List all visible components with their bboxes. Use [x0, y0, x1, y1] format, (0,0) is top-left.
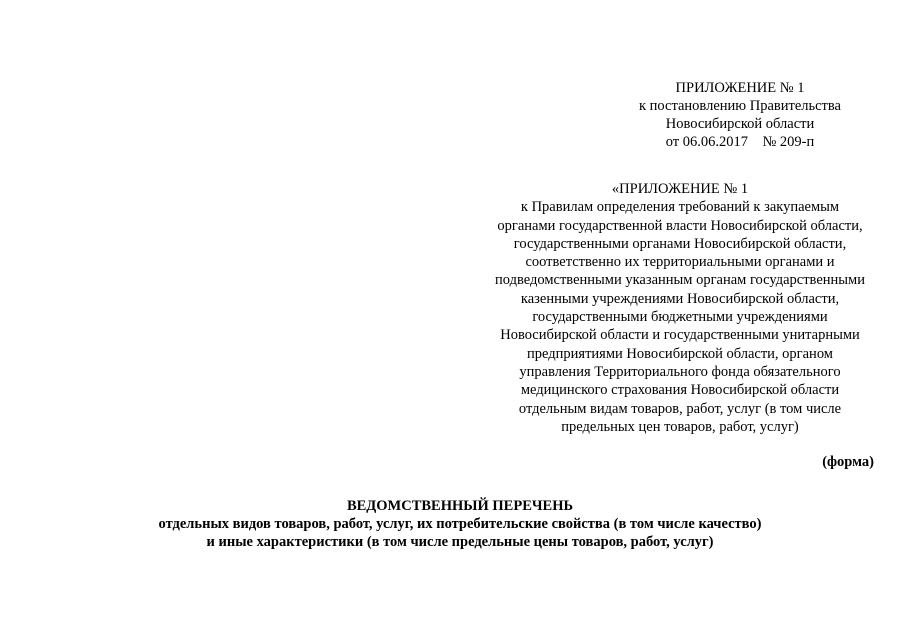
appendix-header-line: Новосибирской области: [665, 116, 815, 132]
rules-appendix-line: соответственно их территориальными органами и: [525, 254, 835, 271]
rules-appendix-line: государственными бюджетными учреждениями: [532, 309, 828, 326]
rules-appendix-line: медицинского страхования Новосибирской области: [520, 382, 840, 399]
document-title: [60, 497, 860, 551]
document-subtitle-line: и иные характеристики (в том числе предельные цены товаров, работ, услуг): [206, 534, 714, 550]
document-subtitle-line: отдельных видов товаров, работ, услуг, их потребительские свойства (в том числе качество): [158, 516, 762, 532]
appendix-header-line: к постановлению Правительства: [639, 98, 841, 114]
rules-appendix-line: органами государственной власти Новосибирской области,: [497, 217, 863, 234]
rules-appendix-line: подведомственными указанным органам государственными: [495, 272, 865, 289]
appendix-header: [600, 79, 880, 151]
rules-appendix-line: предельных цен товаров, работ, услуг): [561, 418, 799, 435]
rules-appendix-block: [480, 180, 880, 436]
form-label: (форма): [822, 454, 874, 470]
rules-appendix-line: к Правилам определения требований к закупаемым: [520, 199, 840, 216]
document-heading: ВЕДОМСТВЕННЫЙ ПЕРЕЧЕНЬ: [346, 498, 574, 514]
rules-appendix-line: Новосибирской области и государственными унитарными: [500, 327, 860, 344]
rules-appendix-line: управления Территориального фонда обязательного: [519, 363, 841, 380]
rules-appendix-line: отдельным видам товаров, работ, услуг (в том числе: [518, 400, 842, 417]
appendix-header-date-line: от 06.06.2017 № 209-п: [665, 134, 815, 150]
rules-appendix-line: казенными учреждениями Новосибирской области,: [520, 290, 840, 307]
appendix-header-line: ПРИЛОЖЕНИЕ № 1: [675, 80, 805, 96]
rules-appendix-line: государственными органами Новосибирской области,: [513, 235, 847, 252]
rules-appendix-line: предприятиями Новосибирской области, органом: [527, 345, 833, 362]
rules-appendix-line: «ПРИЛОЖЕНИЕ № 1: [611, 181, 749, 197]
